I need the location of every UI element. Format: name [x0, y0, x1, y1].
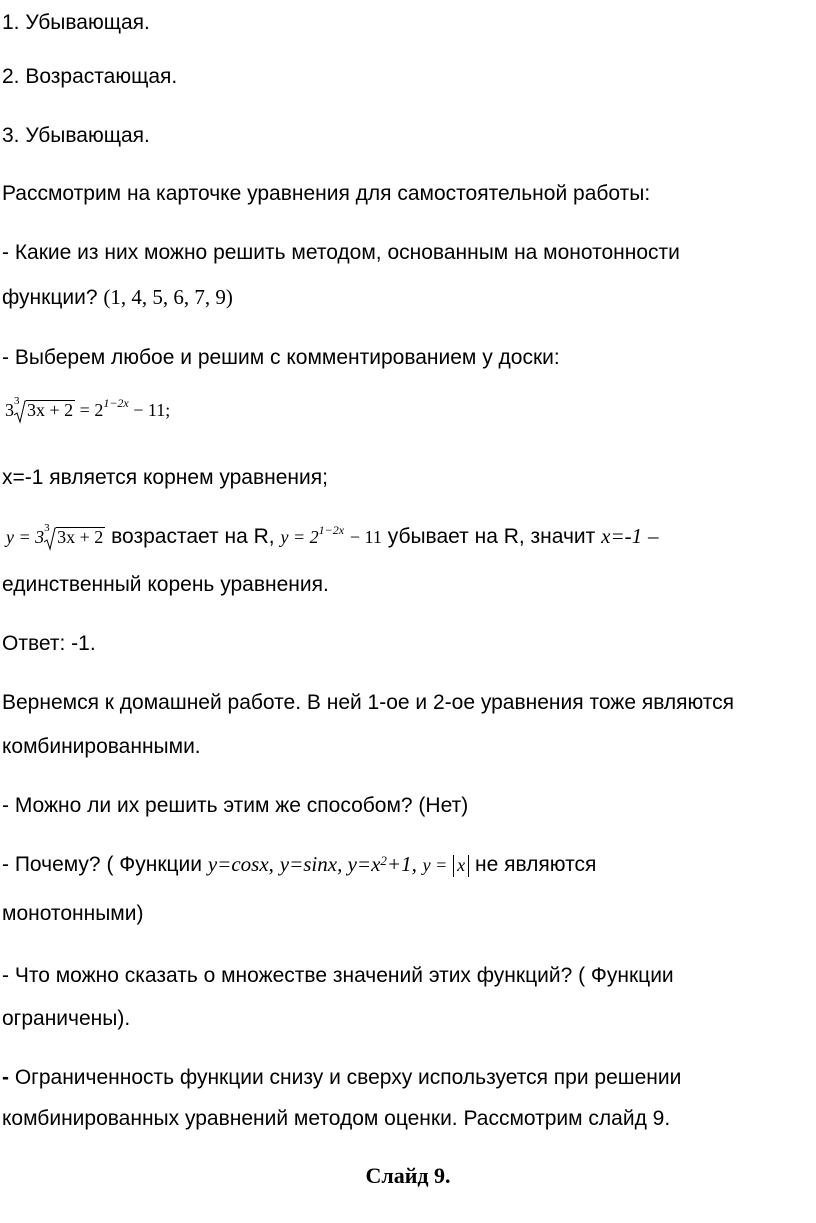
- question-line-2: [2, 287, 233, 308]
- eq-base: 2: [94, 400, 104, 421]
- answer-line: Ответ: -1.: [2, 632, 96, 655]
- eq-equals: =: [79, 400, 90, 421]
- why-post: не являются: [475, 853, 597, 876]
- eq-radicand: 3x + 2: [27, 400, 74, 421]
- abs-func-x: x: [453, 855, 469, 877]
- unique-root-line: единственный корень уравнения.: [2, 573, 329, 596]
- monotonic-line: [6, 521, 659, 551]
- decreasing-text: убывает на R, значит: [387, 525, 596, 548]
- root-line: x=-1 является корнем уравнения;: [2, 466, 328, 489]
- func-1-root-index: 3: [44, 521, 50, 534]
- why-line: [2, 854, 596, 877]
- eq-coefficient: 3: [5, 400, 14, 421]
- abs-func-y: y =: [422, 855, 448, 875]
- equation: [5, 395, 171, 424]
- list-item-3: 3. Убывающая.: [2, 124, 150, 147]
- eq-radical: [14, 395, 75, 424]
- func-2-tail: − 11: [349, 527, 382, 547]
- bound-line-1: [2, 1067, 681, 1088]
- slide-title: Слайд 9.: [365, 1163, 451, 1188]
- bound-line-2: комбинированных уравнений методом оценки. Рассмотрим слайд 9.: [2, 1107, 671, 1130]
- func-sin-sq: y=sinx, y=x: [279, 852, 381, 876]
- func-1-radicand: 3x + 2: [57, 527, 104, 547]
- eq-root-index: 3: [14, 395, 20, 407]
- list-item-2: 2. Возрастающая.: [2, 65, 178, 88]
- dash: –: [647, 524, 659, 548]
- home-line-1: Вернемся к домашней работе. В ней 1-ое и 2-ое уравнения тоже являются: [2, 691, 735, 714]
- eq-exponent: 1−2x: [103, 396, 129, 411]
- question-answer: (1, 4, 5, 6, 7, 9): [103, 285, 233, 309]
- list-item-1: 1. Убывающая.: [2, 11, 150, 34]
- func-1: y = 3: [6, 527, 45, 547]
- home-line-2: комбинированными.: [2, 735, 201, 758]
- func-2: y = 2: [280, 527, 319, 547]
- bound-text: Ограниченность функции снизу и сверху используется при решении: [14, 1066, 682, 1089]
- square-exponent: 2: [380, 853, 387, 868]
- why-line-2: монотонными): [2, 902, 144, 925]
- why-comma: ,: [268, 852, 274, 876]
- increasing-text: возрастает на R,: [111, 525, 275, 548]
- why-pre: - Почему? ( Функции: [2, 853, 203, 876]
- plus-one: +1,: [386, 852, 417, 876]
- values-line-2: ограничены).: [2, 1007, 131, 1030]
- func-cos: y=cosx: [207, 852, 269, 876]
- question-text: функции?: [2, 286, 98, 309]
- func-1-radical: [44, 521, 105, 551]
- card-paragraph: Рассмотрим на карточке уравнения для самостоятельной работы:: [2, 182, 651, 205]
- same-way-line: - Можно ли их решить этим же способом? (Нет): [2, 794, 469, 817]
- root-value: x=-1: [601, 524, 643, 548]
- question-line-1: - Какие из них можно решить методом, основанным на монотонности: [2, 241, 680, 264]
- bound-dash: -: [2, 1066, 9, 1089]
- func-2-exponent: 1−2x: [318, 523, 345, 537]
- values-line-1: - Что можно сказать о множестве значений этих функций? ( Функции: [2, 964, 674, 987]
- eq-tail: − 11;: [133, 400, 171, 421]
- choose-line: - Выберем любое и решим с комментированием у доски:: [2, 346, 560, 369]
